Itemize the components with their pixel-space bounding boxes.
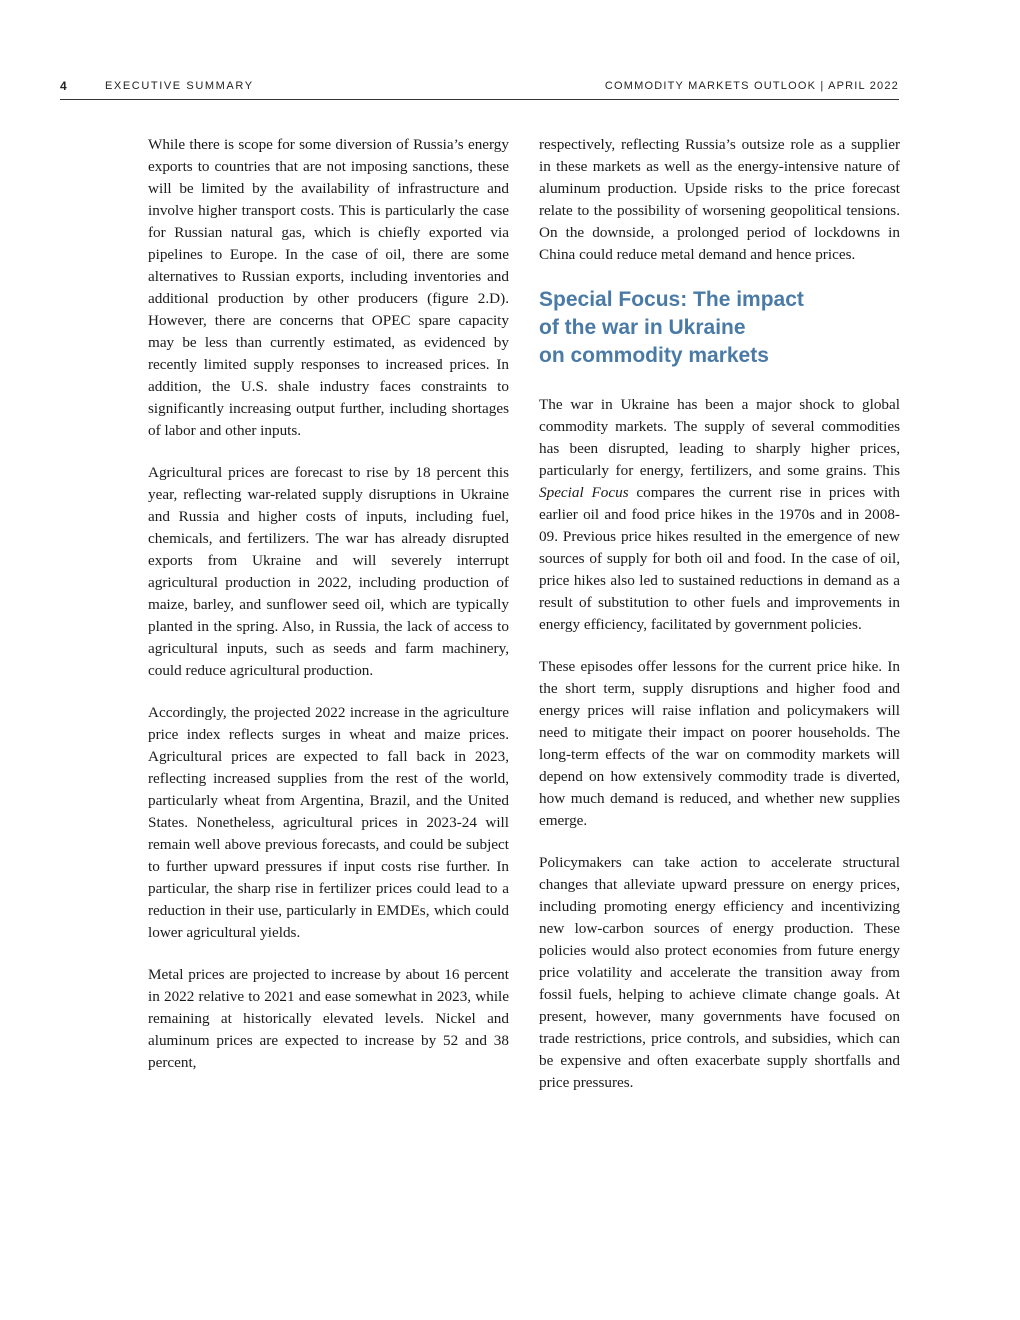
paragraph-energy-exports: While there is scope for some diversion of Russia’s energy exports to countries that are not imposing sanctions, these will be limited by the availability of infrastructure and involve higher transport costs. This is particularly the case for Russian natural gas, which is chiefly exported via pipelines to Europe. In the case of oil, there are some alternatives to Russian exports, including inventories and additional production by other producers (figure 2.D). However, there are concerns that OPEC spare capacity may be less than currently estimated, as evidenced by recently limited supply responses to increased prices. In addition, the U.S. shale industry faces constraints to significantly increasing output further, including shortages of labor and other inputs.	[148, 136, 509, 439]
special-focus-heading	[539, 286, 900, 370]
paragraph-agricultural-prices: Agricultural prices are forecast to rise by 18 percent this year, reflecting war-related supply disruptions in Ukraine and Russia and higher costs of inputs, including fuel, chemicals, and fertilizers. The war has already disrupted exports from Ukraine and will severely interrupt agricultural production in 2022, including production of maize, barley, and sunflower seed oil, which are typically planted in the spring. Also, in Russia, the lack of access to agricultural inputs, such as seeds and farm machinery, could reduce agricultural production.	[148, 464, 509, 679]
running-header	[60, 79, 899, 100]
left-column	[148, 134, 509, 1094]
right-column	[539, 134, 900, 1114]
text-run: compares the current rise in prices with earlier oil and food price hikes in the 1970s and in 2008-09. Previous price hikes resulted in the emergence of new sources of supply for both oil and food. In the case of oil, price hikes also led to sustained reductions in demand as a result of substitution to other fuels and improvements in energy efficiency, facilitated by government policies.	[539, 484, 900, 633]
paragraph-policymakers: Policymakers can take action to accelerate structural changes that alleviate upward pressure on energy prices, including promoting energy efficiency and incentivizing new low-carbon sources of energy production. These policies would also protect economies from future energy price volatility and accelerate the transition away from fossil fuels, helping to achieve climate change goals. At present, however, many governments have focused on trade restrictions, price controls, and subsidies, which can be expensive and often exacerbate supply shortfalls and price pressures.	[539, 854, 900, 1091]
paragraph-metal-prices: Metal prices are projected to increase by about 16 percent in 2022 relative to 2021 and ease somewhat in 2023, while remaining at historically elevated levels. Nickel and aluminum prices are expected to increase by 52 and 38 percent,	[148, 966, 509, 1071]
heading-line-2: of the war in Ukraine	[539, 316, 746, 339]
text-run: The war in Ukraine has been a major shock to global commodity markets. The supply of several commodities has been disrupted, leading to sharply higher prices, particularly for energy, fertilizers, and some grains. This	[539, 396, 900, 479]
section-name: EXECUTIVE SUMMARY	[105, 80, 254, 92]
paragraph-lessons: These episodes offer lessons for the current price hike. In the short term, supply disruptions and higher food and energy prices will raise inflation and policymakers will need to mitigate their impact on poorer households. The long-term effects of the war on commodity markets will depend on how extensively commodity trade is diverted, how much demand is reduced, and whether new supplies emerge.	[539, 658, 900, 829]
heading-line-1: Special Focus: The impact	[539, 288, 804, 311]
paragraph-metal-continued: respectively, reflecting Russia’s outsize role as a supplier in these markets as well as the energy-intensive nature of aluminum production. Upside risks to the price forecast relate to the possibility of worsening geopolitical tensions. On the downside, a prolonged period of lockdowns in China could reduce metal demand and hence prices.	[539, 136, 900, 263]
page-number: 4	[60, 79, 67, 93]
publication-title: COMMODITY MARKETS OUTLOOK | APRIL 2022	[604, 80, 899, 92]
paragraph-agriculture-index: Accordingly, the projected 2022 increase in the agriculture price index reflects surges in wheat and maize prices. Agricultural prices are expected to fall back in 2023, reflecting increased supplies from the rest of the world, particularly wheat from Argentina, Brazil, and the United States. Nonetheless, agricultural prices in 2023-24 will remain well above previous forecasts, and could be subject to further upward pressures if input costs rise further. In particular, the sharp rise in fertilizer prices could lead to a reduction in their use, particularly in EMDEs, which could lower agricultural yields.	[148, 704, 509, 941]
paragraph-war-shock	[539, 394, 900, 636]
special-focus-italic: Special Focus	[539, 484, 629, 501]
heading-line-3: on commodity markets	[539, 344, 769, 367]
